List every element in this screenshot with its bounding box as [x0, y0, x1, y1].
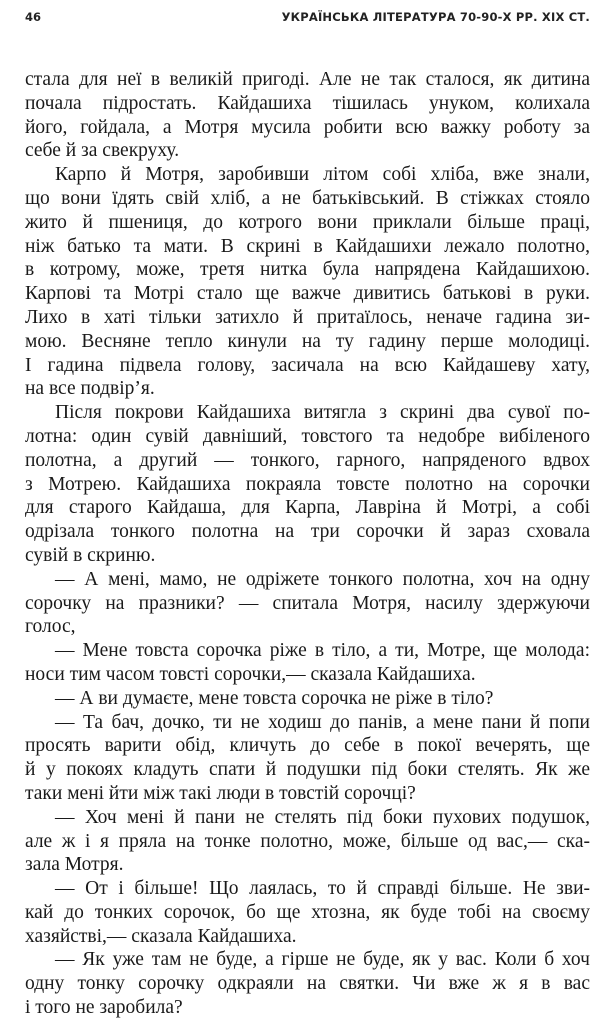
text-line: для старого Кайдаша, для Карпа, Лавріна й Мотрі, а собі — [25, 497, 590, 519]
text-line: і того не заробила? — [25, 997, 183, 1019]
text-line: — Та бач, дочко, ти не ходиш до панів, а мене пани й попи — [55, 711, 590, 733]
text-line: — Мене товста сорочка ріже в тіло, а ти, Мотре, ще молода: — [55, 640, 590, 662]
text-line: просять варити обід, кличуть до себе в покої вечерять, ще — [25, 735, 590, 757]
text-line: Карпові та Мотрі стало ще важче дивитись батькові в руки. — [25, 283, 590, 305]
page-header — [25, 8, 590, 28]
text-line: — А ви думаєте, мене товста сорочка не ріже в тіло? — [55, 687, 494, 709]
text-line: стала для неї в великій пригоді. Але не так сталося, як дитина — [25, 69, 590, 90]
text-line: але ж і я пряла на тонке полотно, може, більше од вас,— ска- — [25, 830, 590, 852]
text-line: одрізала тонкого полотна на три сорочки й зараз сховала — [25, 521, 590, 543]
text-line: таки мені йти між такі люди в товстій сорочці? — [25, 782, 416, 804]
text-line: сувій в скриню. — [25, 544, 156, 566]
text-line: Лихо в хаті тільки затихло й притаїлось, неначе гадина зи- — [25, 306, 590, 328]
text-line: ніж батько та мати. В скрині в Кайдашихи лежало полотно, — [25, 235, 590, 257]
text-line: що вони їдять свій хліб, а не батьківський. В стіжках стояло — [25, 187, 590, 209]
text-line: з Мотрею. Кайдашиха покраяла товсте полотно на сорочки — [25, 473, 590, 495]
text-line: мою. Весняне тепло кинули на ту гадину перше молодиці. — [25, 330, 590, 352]
text-line: І гадина підвела голову, засичала на всю Кайдашеву хату, — [25, 354, 590, 376]
body-text — [25, 68, 590, 1020]
text-line: — Як уже там не буде, а гірше не буде, як у вас. Коли б хоч — [55, 949, 590, 971]
text-line: зала Мотря. — [25, 854, 124, 876]
text-line: Карпо й Мотря, заробивши літом собі хліба, вже знали, — [55, 164, 590, 186]
text-line: кай до тонких сорочок, бо ще хтозна, як буде тобі на своєму — [25, 901, 590, 923]
text-line: лотна: один сувій давніший, товстого та недобре вибіленого — [25, 425, 590, 447]
text-line: полотна, а другий — тонкого, гарного, напряденого вдвох — [25, 449, 590, 471]
text-line: в котрому, може, третя нитка була напрядена Кайдашихою. — [25, 259, 590, 281]
text-line: жито й пшениця, до котрого вони приклали більше праці, — [25, 211, 590, 233]
text-line: Після покрови Кайдашиха витягла з скрині два сувої по- — [55, 402, 590, 424]
text-line: сорочку на празники? — спитала Мотря, насилу здержуючи — [25, 592, 590, 614]
text-line: й у покоях кладуть спати й подушки під боки стелять. Як же — [25, 759, 590, 781]
text-line: носи тим часом товсті сорочки,— сказала Кайдашиха. — [25, 663, 476, 685]
text-line: — Хоч мені й пани не стелять під боки пухових подушок, — [55, 806, 590, 828]
page-number: 46 — [25, 10, 42, 24]
text-line: — От і більше! Що лаялась, то й справді більше. Не зви- — [55, 878, 590, 900]
text-line: хазяйстві,— сказала Кайдашиха. — [25, 925, 297, 947]
text-line: себе й за свекруху. — [25, 140, 180, 162]
text-line: голос, — [25, 616, 76, 638]
text-line: його, гойдала, а Мотря мусила робити всю важку роботу за — [25, 116, 590, 138]
text-line: на все подвір’я. — [25, 378, 155, 400]
text-line: почала підростать. Кайдашиха тішилась унуком, колихала — [25, 92, 590, 114]
text-line: — А мені, мамо, не одріжете тонкого полотна, хоч на одну — [55, 568, 590, 590]
text-line: одну тонку сорочку одкраяли на святки. Чи вже ж я в вас — [25, 973, 590, 995]
running-title: УКРАЇНСЬКА ЛІТЕРАТУРА 70-90-Х РР. XIX СТ. — [281, 10, 590, 24]
